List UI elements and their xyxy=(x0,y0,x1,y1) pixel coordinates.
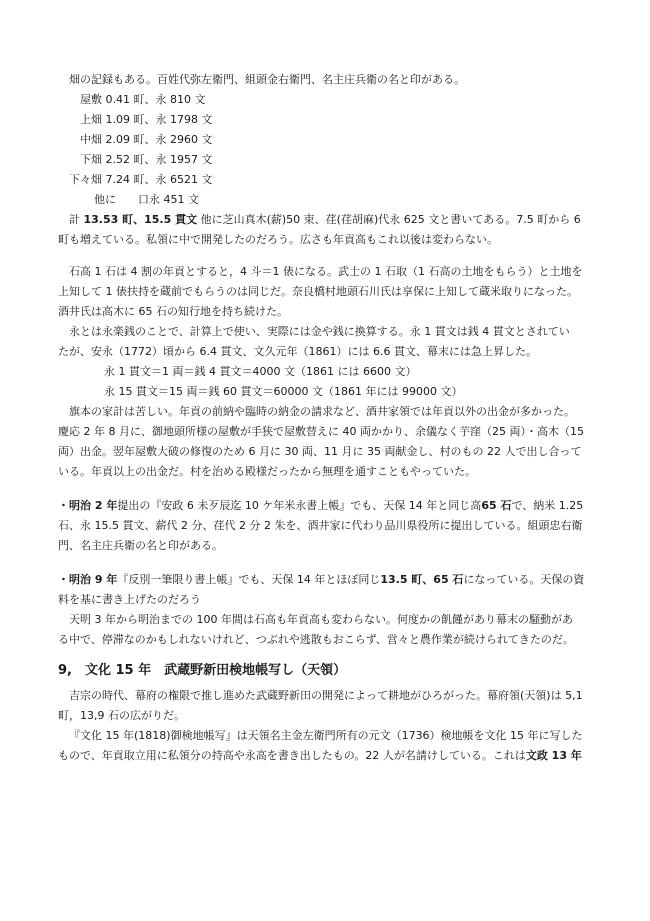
text-line: 石高 1 石は 4 割の年貢とすると，4 斗＝1 俵になる。武士の 1 石取（1 石高の土地をもらう）と土地を xyxy=(69,265,583,278)
meiji2-line-1 xyxy=(58,496,598,516)
text-line: 酒井氏は高木に 65 石の知行地を持ち続けた。 xyxy=(58,305,288,318)
rate-line: 永 1 貫文＝1 両＝銭 4 貫文＝4000 文（1861 には 6600 文） xyxy=(104,365,417,378)
section-heading: 9, 文化 15 年 武蔵野新田検地帳写し（天領） xyxy=(58,663,347,678)
land-item xyxy=(58,170,598,190)
rate-list xyxy=(58,362,598,402)
section9-bold: 文政 13 年 xyxy=(525,749,582,762)
rate-line: 永 15 貫文＝15 両＝銭 60 貫文＝60000 文（1861 年には 99000 文） xyxy=(104,385,463,398)
land-item-label: 下々畑 7.24 町、永 6521 文 xyxy=(69,173,213,186)
meiji2-koku: 65 石 xyxy=(481,499,512,512)
land-list xyxy=(58,90,598,210)
land-item xyxy=(58,130,598,150)
text-line: る中で、停滞なのかもしれないけれど、つぶれや逃散もおこらず、営々と農作業が続けられてきたのだ。 xyxy=(58,633,574,646)
bullet-dot: ・ xyxy=(58,499,69,512)
document-body xyxy=(58,70,598,766)
text-line: 町，13,9 石の広がりだ。 xyxy=(58,709,185,722)
paragraph-eiraku xyxy=(58,322,598,362)
text-line: 慶応 2 年 8 月に、御地頭所様の屋敷が手狭で屋敷替えに 40 両かかり、余儀なく芋窪（25 両）・高木（15 xyxy=(58,425,584,438)
text-line: 門、名主庄兵衛の名と印がある。 xyxy=(58,539,223,552)
text-line: 料を基に書き上げたのだろう xyxy=(58,593,201,606)
text-line: たが、安永（1772）頃から 6.4 貫文、文久元年（1861）には 6.6 貫文、幕末には急上昇した。 xyxy=(58,345,537,358)
other-item-label: 他に xyxy=(94,193,116,206)
land-item xyxy=(58,110,598,130)
total-rest: 他に芝山真木(薪)50 束、荏(荏胡麻)代永 625 文と書いてある。7.5 町から 6 xyxy=(197,213,581,226)
total-line-2: 町も増えている。私領に中で開発したのだろう。広さも年貢高もこれ以後は変わらない。 xyxy=(58,233,498,246)
land-item-label: 屋敷 0.41 町、永 810 文 xyxy=(80,93,206,106)
total-bold: 13.53 町、15.5 貫文 xyxy=(83,213,198,226)
meiji9-text2: になっている。天保の資 xyxy=(463,573,585,586)
meiji9-era: 明治 9 年 xyxy=(69,573,118,586)
meiji2-text2: で、納米 1.25 xyxy=(511,499,584,512)
text-line: 両）出金。翌年屋敷大破の修復のため 6 月に 30 両、11 月に 35 両献金し、村のもの 22 人で出し合って xyxy=(58,445,582,458)
land-item-label: 下畑 2.52 町、永 1957 文 xyxy=(80,153,213,166)
total-line xyxy=(58,210,598,230)
section9-body xyxy=(58,686,598,766)
other-item-value: 口永 451 文 xyxy=(138,193,199,206)
land-item xyxy=(58,150,598,170)
text-line: 天明 3 年から明治までの 100 年間は石高も年貢高も変わらない。何度かの飢饉があり幕末の騒動があ xyxy=(69,613,573,626)
paragraph-meiji9 xyxy=(58,570,598,650)
meiji2-text1: 提出の『安政 6 未歹辰迄 10 ケ年米永書上帳』でも、天保 14 年と同じ高 xyxy=(117,499,482,512)
intro-line: 畑の記録もある。百姓代弥左衛門、組頭金右衛門、名主庄兵衛の名と印がある。 xyxy=(69,73,465,86)
text-line-mixed xyxy=(58,746,598,766)
land-item-label: 中畑 2.09 町、永 2960 文 xyxy=(80,133,213,146)
land-item-label: 上畑 1.09 町、永 1798 文 xyxy=(80,113,213,126)
text-line: 旗本の家計は苦しい。年貢の前納や臨時の納金の請求など、酒井家領では年貢以外の出金が多かった。 xyxy=(69,405,575,418)
text-line: いる。年貢以上の出金だ。村を治める殿様だったから無理を通すこともやっていた。 xyxy=(58,465,476,478)
meiji9-text1: 『反別一筆限り書上帳』でも、天保 14 年とほぼ同じ xyxy=(117,573,381,586)
text-line: 『文化 15 年(1818)御検地帳写』は天領名主金左衛門所有の元文（1736）検地帳を文化 15 年に写した xyxy=(69,729,583,742)
total-prefix: 計 xyxy=(69,213,84,226)
land-item xyxy=(58,90,598,110)
paragraph-hatamoto xyxy=(58,402,598,482)
text-line: 石、永 15.5 貫文、薪代 2 分、荏代 2 分 2 朱を、酒井家に代わり品川県役所に提出している。組頭忠右衛 xyxy=(58,519,583,532)
text-line: 上知して 1 俵扶持を蔵前でもらうのは同じだ。奈良橋村地頭石川氏は享保に上知して蔵米取りになった。 xyxy=(58,285,578,298)
text-line: 永とは永楽銭のことで、計算上で使い、実際には金や銭に換算する。永 1 貫文は銭 4 貫文とされてい xyxy=(69,325,570,338)
other-item xyxy=(58,190,598,210)
bullet-dot: ・ xyxy=(58,573,69,586)
meiji9-bold: 13.5 町、65 石 xyxy=(380,573,464,586)
paragraph-meiji2 xyxy=(58,496,598,556)
meiji9-line-1 xyxy=(58,570,598,590)
paragraph-koku xyxy=(58,262,598,322)
section9-text: もので、年貢取立用に私領分の持高や永高を書き出したもの。22 人が名請けしている。これは xyxy=(58,749,526,762)
text-line: 吉宗の時代、幕府の権限で推し進めた武蔵野新田の開発によって耕地がひろがった。幕府領(天領)は 5,1 xyxy=(69,689,583,702)
meiji2-era: 明治 2 年 xyxy=(69,499,118,512)
